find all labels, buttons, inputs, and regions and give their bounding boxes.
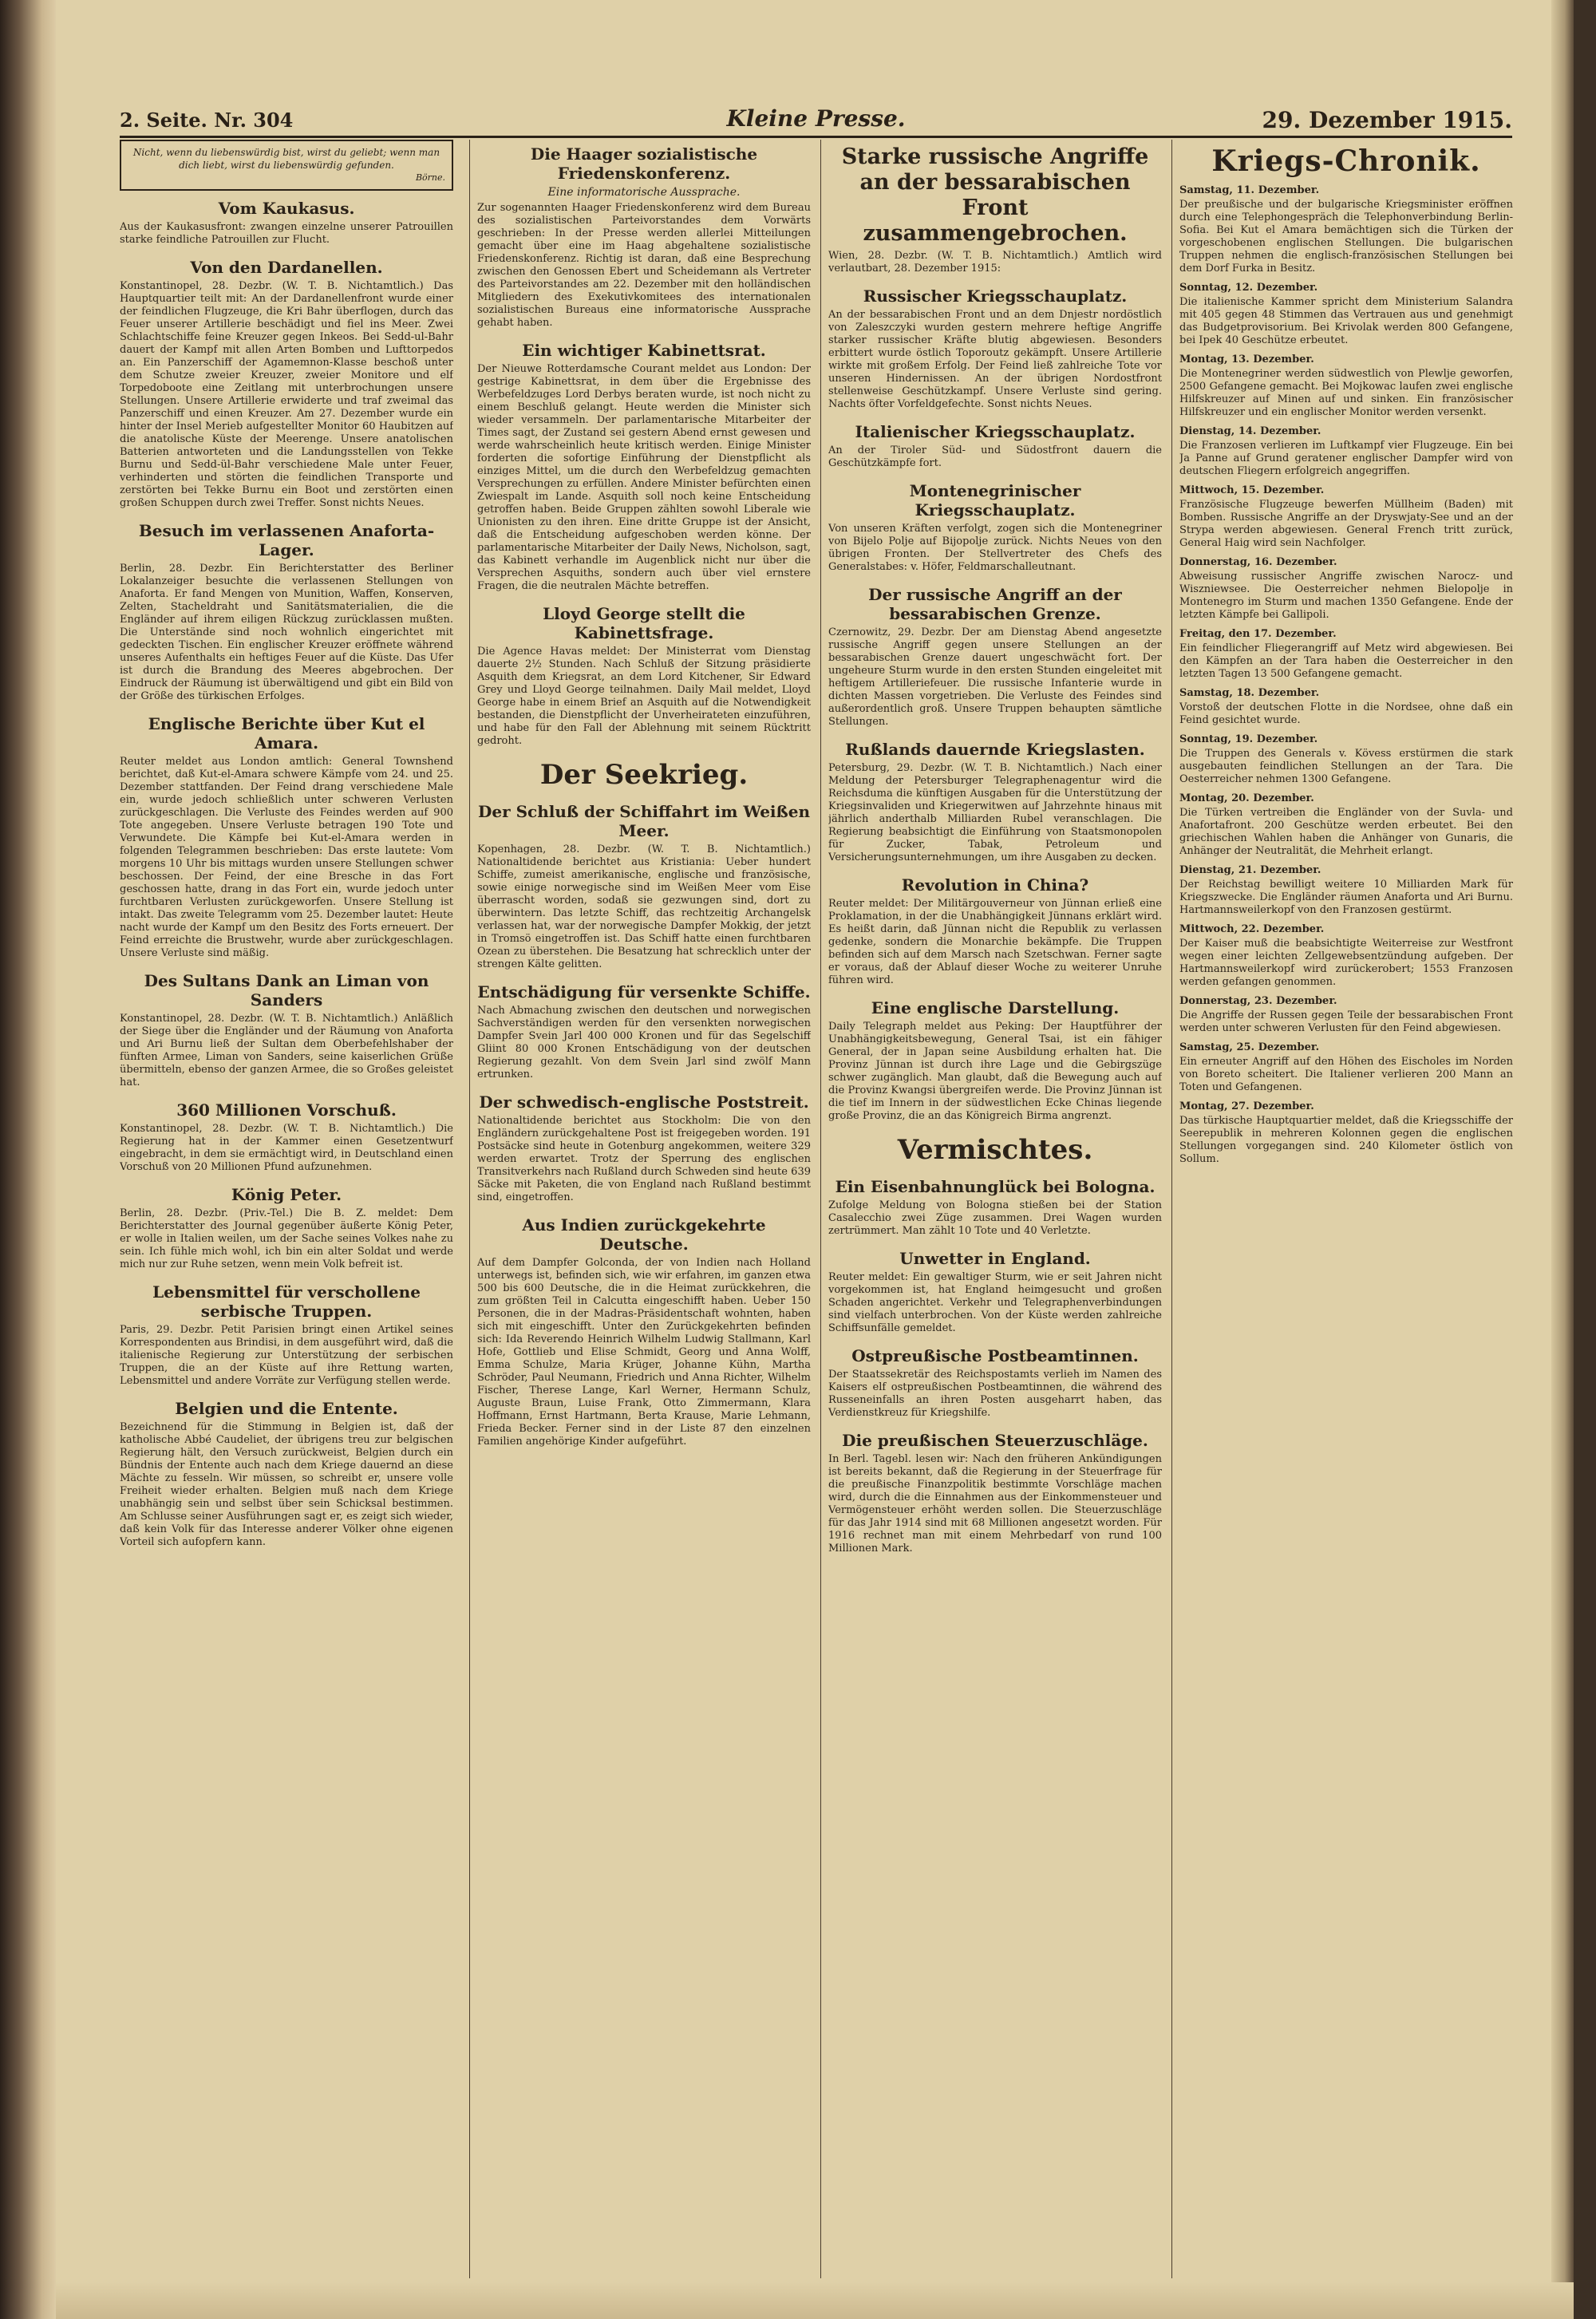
article [120, 1185, 453, 1271]
article [477, 1092, 811, 1204]
chronicle-date: Montag, 20. Dezember. [1179, 792, 1314, 804]
article [828, 998, 1162, 1123]
article-body: Nach Abmachung zwischen den deutschen und norwegischen Sachverständigen werden für den versenkten norwegischen Dampfer Svein Jarl 400 000 Kronen und für das Segelschiff Gliint 80 000 Kronen Entschädigung von der deutschen Regierung gezahlt. Von dem Svein Jarl sind zwölf Mann ertrunken. [477, 1005, 811, 1080]
chronicle-date: Montag, 27. Dezember. [1179, 1100, 1314, 1112]
article-headline: Des Sultans Dank an Liman von Sanders [144, 971, 429, 1009]
article [828, 1346, 1162, 1420]
chronicle-entry: Die italienische Kammer spricht dem Ministerium Salandra mit 405 gegen 48 Stimmen das Vertrauen aus und genehmigt das Budgetprovisorium. Bei Krivolak werden 800 Gefangene, bei Ipek 40 Geschütze erbeutet. [1179, 296, 1513, 346]
article-body: Aus der Kaukasusfront: zwangen einzelne unserer Patrouillen starke feindliche Patrouillen zur Flucht. [120, 221, 453, 246]
article-headline: Vermischtes. [897, 1134, 1093, 1166]
article-body: Reuter meldet: Der Militärgouverneur von Jünnan erließ eine Proklamation, in der die Unabhängigkeit Jünnans erklärt wird. Es heißt darin, daß Jünnan nicht die Republik zu verlassen gedenke, sondern die Monarchie bekämpfe. Die Truppen befinden sich auf dem Marsch nach Szetschwan. Ferner sagte er voraus, daß der Ablauf dieser Woche zu weiterer Unruhe führen wird. [828, 898, 1162, 986]
article-headline: Die Haager sozialistische Friedenskonferenz. [530, 144, 758, 183]
column-1 [120, 140, 453, 2278]
motto-author: Börne. [415, 172, 445, 183]
chronicle-entry: Vorstoß der deutschen Flotte in die Nordsee, ohne daß ein Feind gesichtet wurde. [1179, 701, 1513, 726]
article-body: Konstantinopel, 28. Dezbr. (W. T. B. Nichtamtlich.) Die Regierung hat in der Kammer einen Gesetzentwurf eingebracht, in dem sie ermächtigt wird, in Deutschland einen Vorschuß von 20 Millionen Pfund aufzunehmen. [120, 1123, 453, 1173]
article-headline: Der russische Angriff an der bessarabischen Grenze. [868, 585, 1122, 623]
motto-box [120, 140, 453, 191]
article-body: Berlin, 28. Dezbr. Ein Berichterstatter des Berliner Lokalanzeiger besuchte die verlassenen Stellungen von Anaforta. Er fand Mengen von Munition, Waffen, Konserven, Zelten, Stacheldraht und Sanitätsmaterialien, die die Engländer auf ihrem eiligen Rückzug zurücklassen mußten. Die Unterstände sind noch wohnlich eingerichtet mit gedeckten Tischen. Ein englischer Kreuzer eröffnete während unseres Aufenthalts ein heftiges Feuer auf die Küste. Das Ufer ist durch die Brandung des Meeres abgebrochen. Der Eindruck der Räumung ist überwältigend und gibt ein Bild von der Größe des türkischen Erfolges. [120, 563, 453, 702]
chronicle-date: Montag, 13. Dezember. [1179, 354, 1314, 365]
chronicle-entry: Ein erneuter Angriff auf den Höhen des Eischoles im Norden von Boreto scheitert. Die Italiener verlieren 200 Mann an Toten und Gefangenen. [1179, 1056, 1513, 1093]
chronicle-entry: Französische Flugzeuge bewerfen Müllheim (Baden) mit Bomben. Russische Angriffe an der Dryswjaty-See und an der Strypa werden abgewiesen. General French tritt zurück, General Haig wird sein Nachfolger. [1179, 499, 1513, 549]
article-headline: Besuch im verlassenen Anaforta-Lager. [138, 521, 435, 559]
article-headline: Ostpreußische Postbeamtinnen. [851, 1346, 1139, 1365]
article-headline: Vom Kaukasus. [218, 199, 355, 218]
article [828, 1431, 1162, 1555]
article-body: Auf dem Dampfer Golconda, der von Indien nach Holland unterwegs ist, befinden sich, wie wir erfahren, im ganzen etwa 500 bis 600 Deutsche, die in die Heimat zurückkehren, die zum größten Teil in Calcutta eingeschifft haben. Ueber 150 Personen, die in der Madras-Präsidentschaft wohnten, haben sich mit eingeschifft. Unter den Zurückgekehrten befinden sich: Ida Reverendo Heinrich Wilhelm Ludwig Stallmann, Karl Hofe, Gottlieb und Elise Schmidt, Georg und Anna Wolff, Emma Schulze, Maria Krüger, Johanne Kühn, Martha Schröder, Paul Neumann, Friedrich und Anna Richter, Wilhelm Fischer, Therese Lange, Karl Werner, Hermann Schulz, Auguste Braun, Luise Frank, Otto Zimmermann, Klara Hoffmann, Ernst Hartmann, Berta Krause, Marie Lehmann, Frieda Becker. Ferner sind in der Liste 87 den einzelnen Familien angehörige Kinder aufgeführt. [477, 1257, 811, 1448]
column-divider [1171, 140, 1172, 2278]
newspaper-page [56, 0, 1574, 2319]
article-headline: Lloyd George stellt die Kabinettsfrage. [543, 604, 745, 642]
book-binding [0, 0, 56, 2319]
article-headline: Russischer Kriegsschauplatz. [863, 286, 1128, 306]
chronicle-date: Samstag, 18. Dezember. [1179, 687, 1320, 699]
article-headline: Eine englische Darstellung. [871, 998, 1120, 1017]
article [828, 875, 1162, 987]
article [120, 521, 453, 703]
chronicle-date: Mittwoch, 22. Dezember. [1179, 923, 1325, 935]
column-3 [828, 140, 1162, 2278]
chronicle-entry: Der Reichstag bewilligt weitere 10 Milliarden Mark für Kriegszwecke. Die Engländer räumen Anaforta und Ari Burnu. Hartmannsweilerkopf von den Franzosen gestürmt. [1179, 879, 1513, 916]
article [120, 1399, 453, 1549]
article [828, 422, 1162, 470]
article-headline: Italienischer Kriegsschauplatz. [855, 422, 1136, 441]
column-2 [477, 140, 811, 2278]
article-body: Wien, 28. Dezbr. (W. T. B. Nichtamtlich.) Amtlich wird verlautbart, 28. Dezember 1915: [828, 250, 1162, 275]
article-body: Czernowitz, 29. Dezbr. Der am Dienstag Abend angesetzte russische Angriff gegen unsere Stellungen an der bessarabischen Grenze dauert ungeschwächt fort. Der ungeheure Sturm wurde in den ersten Stunden eingeleitet mit heftigem Artilleriefeuer. Die russische Infanterie wurde in dichten Massen vorgetrieben. Die Verluste des Feindes sind außerordentlich groß. Unsere Truppen behaupten sämtliche Stellungen. [828, 626, 1162, 728]
chronicle-date: Dienstag, 14. Dezember. [1179, 425, 1321, 437]
article [477, 802, 811, 971]
article [120, 714, 453, 960]
article [828, 1177, 1162, 1238]
article [477, 982, 811, 1081]
column-4 [1179, 140, 1513, 2278]
article-headline: König Peter. [231, 1185, 342, 1204]
article-headline: Von den Dardanellen. [190, 258, 383, 277]
chronicle-entry: Der preußische und der bulgarische Kriegsminister eröffnen durch eine Telephongespräch die Telephonverbindung Berlin-Sofia. Bei Kut el Amara bemächtigen sich die Türken der vorgeschobenen englischen Stellungen. Die bulgarischen Truppen nehmen die englisch-französischen Stellungen bei dem Dorf Furka in Besitz. [1179, 199, 1513, 275]
chronicle-entry: Die Angriffe der Russen gegen Teile der bessarabischen Front werden unter schweren Verlusten für den Feind abgewiesen. [1179, 1009, 1513, 1034]
article-body: Bezeichnend für die Stimmung in Belgien ist, daß der katholische Abbé Caudeliet, der übrigens treu zur belgischen Regierung hält, den Versuch zurückweist, Belgien durch ein Bündnis der Entente auch nach dem Kriege dauernd an diese Mächte zu fesseln. Wir müssen, so schreibt er, unsere volle Freiheit wieder erhalten. Belgien muß nach dem Kriege unabhängig sein und selbst über sein Schicksal bestimmen. Am Schlusse seiner Ausführungen sagt er, es zeigt sich wieder, daß kein Volk für das Interesse anderer Völker ohne eigenen Vorteil sich aufopfern kann. [120, 1421, 453, 1548]
article-body: Konstantinopel, 28. Dezbr. (W. T. B. Nichtamtlich.) Das Hauptquartier teilt mit: An der Dardanellenfront wurde einer der feindlichen Flugzeuge, die Kri Bahr überflogen, durch das Feuer unserer Artillerie beschädigt und fiel ins Meer. Zwei Schlachtschiffe feine Kreuzer gegen Inkeos. Bei Sedd-ul-Bahr dauert der Kampf mit allen Arten Bomben und Lufttorpedos an. Ein Panzerschiff der Agamemnon-Klasse beschoß unter dem Schutze zweier Kreuzer, zweier Monitore und elf Torpedoboote eine Zeitlang mit unterbrochungen unsere Stellungen. Unsere Artillerie erwiderte und traf zweimal das Panzerschiff und einen Kreuzer. Am 27. Dezember wurde ein hinter der Insel Merieb aufgestellter Monitor 60 Haubitzen auf die anatolische Küste der Meerenge. Unsere anatolischen Batterien antworteten und die Landungsstellen von Tekke Burnu und Sedd-ül-Bahr verschiedene Male unter Feuer, verhinderten und störten die feindlichen Transporte und zerstörten bei Tekke Burnu ein Boot und zerstörten einen großen Schuppen durch zwei Treffer. Sonst nichts Neues. [120, 280, 453, 509]
chronicle-entry: Das türkische Hauptquartier meldet, daß die Kriegsschiffe der Seerepublik in mehreren Kolonnen gegen die englischen Stellungen vorgegangen sind. 240 Kilometer östlich von Sollum. [1179, 1115, 1513, 1165]
chronicle-entry: Die Türken vertreiben die Engländer von der Suvla- und Anafortafront. 200 Geschütze werden erbeutet. Bei den griechischen Wahlen haben die Anhänger von Gunaris, die Anhänger der Neutralität, die Mehrheit erlangt. [1179, 807, 1513, 857]
article-headline: Ein wichtiger Kabinettsrat. [522, 341, 766, 360]
article-headline: 360 Millionen Vorschuß. [176, 1100, 397, 1120]
chronicle-date: Mittwoch, 15. Dezember. [1179, 484, 1325, 496]
article-body: Konstantinopel, 28. Dezbr. (W. T. B. Nichtamtlich.) Anläßlich der Siege über die Engländer und der Räumung von Anaforta und Ari Burnu ließ der Sultan dem Oberbefehlshaber der fünften Armee, Liman von Sanders, seine kaiserlichen Grüße übermitteln, ebenso der ganzen Armee, die so Großes geleistet hat. [120, 1013, 453, 1088]
page-number: 2. Seite. Nr. 304 [120, 109, 294, 132]
article [477, 759, 811, 791]
article-headline: Lebensmittel für verschollene serbische Truppen. [152, 1282, 421, 1321]
page-edge [1551, 0, 1574, 2319]
article-headline: Englische Berichte über Kut el Amara. [148, 714, 425, 753]
chronicle-entry: Die Franzosen verlieren im Luftkampf vier Flugzeuge. Ein bei Ja Panne auf Grund geratener englischer Dampfer wird von deutschen Fliegern erfolgreich angegriffen. [1179, 440, 1513, 477]
article-body: Nationaltidende berichtet aus Stockholm: Die von den Engländern zurückgehaltene Post ist freigegeben worden. 191 Postsäcke sind heute in Gotenburg angekommen, weitere 329 werden erwartet. Trotz der Sperrung des englischen Transitverkehrs nach Rußland durch Schweden sind heute 639 Säcke mit Paketen, die von England nach Rußland bestimmt sind, eingetroffen. [477, 1115, 811, 1203]
article [477, 341, 811, 593]
chronicle-date: Donnerstag, 23. Dezember. [1179, 995, 1337, 1007]
chronicle-date: Donnerstag, 16. Dezember. [1179, 556, 1337, 568]
article-headline: Aus Indien zurückgekehrte Deutsche. [522, 1215, 766, 1254]
article-body: An der Tiroler Süd- und Südostfront dauern die Geschützkämpfe fort. [828, 444, 1162, 469]
article-headline: Ein Eisenbahnunglück bei Bologna. [835, 1177, 1156, 1196]
article-body: Reuter meldet aus London amtlich: General Townshend berichtet, daß Kut-el-Amara schwere Kämpfe vom 24. und 25. Dezember stattfanden. Der Feind drang verschiedene Male ein, wurde jedoch schließlich unter schweren Verlusten zurückgeschlagen. Die Verluste des Feindes werden auf 900 Tote angegeben. Unsere Verluste betragen 190 Tote und Verwundete. Die Kämpfe bei Kut-el-Amara werden in folgenden Telegrammen beschrieben: Das erste lautete: Vom morgens 10 Uhr bis mittags wurden unsere Stellungen schwer beschossen. Der Feind, der eine Bresche in das Fort geschossen hatte, drang in das Fort ein, wurde jedoch unter furchtbaren Verlusten zurückgeworfen. Unsere Stellung ist intakt. Das zweite Telegramm vom 25. Dezember lautet: Heute nacht wurde der Kampf um den Besitz des Forts erneuert. Der Feind erreichte die Brustwehr, wurde aber zurückgeschlagen. Unsere Verluste sind mäßig. [120, 756, 453, 959]
column-divider [820, 140, 821, 2278]
article [120, 258, 453, 510]
chronicle-date: Dienstag, 21. Dezember. [1179, 864, 1321, 876]
article-headline: Revolution in China? [901, 875, 1089, 895]
article [477, 1215, 811, 1448]
article-headline: Der schwedisch-englische Poststreit. [479, 1092, 809, 1112]
article [477, 144, 811, 330]
article [828, 585, 1162, 729]
chronicle-date: Sonntag, 19. Dezember. [1179, 733, 1318, 745]
chronicle-entry: Die Truppen des Generals v. Kövess erstürmen die stark ausgebauten feindlichen Stellungen an der Tara. Die Oesterreicher nehmen 1300 Gefangene. [1179, 748, 1513, 785]
article [477, 604, 811, 748]
chronicle-list [1179, 184, 1513, 1166]
article-headline: Der Schluß der Schiffahrt im Weißen Meer. [478, 802, 810, 840]
article-body: Zur sogenannten Haager Friedenskonferenz wird dem Bureau des sozialistischen Parteivorstandes dem Vorwärts geschrieben: In der Presse werden allerlei Mitteilungen gemacht über eine im Haag abgehaltene sozialistische Friedenskonferenz. Richtig ist daran, daß eine Besprechung zwischen den Genossen Ebert und Scheidemann als Vertreter des Parteivorstandes am 22. Dezember mit den holländischen Mitgliedern des Exekutivkomitees des internationalen sozialistischen Bureaus eine informatorische Aussprache gehabt haben. [477, 202, 811, 329]
article-body: An der bessarabischen Front und an dem Dnjestr nordöstlich von Zaleszczyki wurden gestern mehrere heftige Angriffe starker russischer Kräfte blutig abgewiesen. Besonders erbittert wurde östlich Toporoutz gekämpft. Unsere Artillerie wirkte mit großem Erfolg. Der Feind ließ zahlreiche Tote vor unseren Hindernissen. An der übrigen Nordostfront stellenweise Geschützkampf. Unsere Verluste sind gering. Nachts öfter Vorfeldgefechte. Sonst nichts Neues. [828, 309, 1162, 410]
chronicle-entry: Abweisung russischer Angriffe zwischen Narocz- und Wiszniewsee. Die Oesterreicher nehmen Bielopolje in Montenegro im Sturm und machen 1350 Gefangene. Ende der letzten Kämpfe bei Gallipoli. [1179, 571, 1513, 621]
article-headline: Starke russische Angriffe an der bessarabischen Front zusammengebrochen. [841, 144, 1149, 246]
article-body: Reuter meldet: Ein gewaltiger Sturm, wie er seit Jahren nicht vorgekommen ist, hat England heimgesucht und großen Schaden angerichtet. Verkehr und Telegraphenverbindungen sind vielfach unterbrochen. Von der Küste werden zahlreiche Schiffsunfälle gemeldet. [828, 1271, 1162, 1334]
article [120, 971, 453, 1089]
article-subheadline: Eine informatorische Aussprache. [547, 186, 741, 199]
article-body: Petersburg, 29. Dezbr. (W. T. B. Nichtamtlich.) Nach einer Meldung der Petersburger Telegraphenagentur wird die Reichsduma die künftigen Ausgaben für die Unterstützung der Kriegsinvaliden und Kriegerwitwen auf Jahrzehnte hinaus mit jährlich anderthalb Milliarden Rubel veranschlagen. Die Regierung beabsichtigt die Einführung von Staatsmonopolen für Zucker, Tabak, Petroleum und Versicherungsunternehmungen, um ihre Ausgaben zu decken. [828, 762, 1162, 863]
chronicle-entry: Der Kaiser muß die beabsichtigte Weiterreise zur Westfront wegen einer leichten Zellgewebsentzündung aufgeben. Der Hartmannsweilerkopf wird zurückerobert; 1553 Franzosen werden gefangen genommen. [1179, 938, 1513, 988]
article-body: In Berl. Tagebl. lesen wir: Nach den früheren Ankündigungen ist bereits bekannt, daß die Regierung in der Steuerfrage für die preußische Finanzpolitik bestimmte Vorschläge machen wird, durch die die Einnahmen aus der Einkommensteuer und Vermögensteuer erhöht werden sollen. Die Steuerzuschläge für das Jahr 1914 sind mit 68 Millionen angesetzt worden. Für 1916 rechnet man mit einem Mehrbedarf von rund 100 Millionen Mark. [828, 1453, 1162, 1555]
column-divider [469, 140, 470, 2278]
article-body: Zufolge Meldung von Bologna stießen bei der Station Casalecchio zwei Züge zusammen. Drei Wagen wurden zertrümmert. Man zählt 10 Tote und 40 Verletzte. [828, 1199, 1162, 1237]
chronicle-date: Sonntag, 12. Dezember. [1179, 282, 1318, 294]
article-body: Der Nieuwe Rotterdamsche Courant meldet aus London: Der gestrige Kabinettsrat, in dem über die Ergebnisse des Werbefeldzuges Lord Derbys beraten wurde, ist noch nicht zu einem Beschluß gelangt. Heute werden die Minister sich wieder versammeln. Der parlamentarische Mitarbeiter der Times sagt, der Zustand sei gestern Abend ernst gewesen und werde wahrscheinlich heute kritisch werden. Einige Minister forderten die sofortige Einführung der Dienstpflicht als einziges Mittel, um die durch den Werbefeldzug gemachten Versprechungen zu erfüllen. Andere Minister befürchten einen Zwiespalt im Lande. Asquith soll noch keine Entscheidung getroffen haben. Beide Gruppen zählten sowohl Liberale wie Unionisten zu den ihren. Eine dritte Gruppe ist der Ansicht, daß die Entscheidung aufgeschoben werden könne. Der parlamentarische Mitarbeiter der Daily News, Nicholson, sagt, das Kabinett verhandle im Augenblick nicht nur über die Versprechen Asquiths, sondern auch über viel ernstere Fragen, die die neutralen Mächte betreffen. [477, 363, 811, 592]
article [828, 144, 1162, 275]
chronicle-title: Kriegs-Chronik. [1211, 144, 1481, 178]
motto-text: Nicht, wenn du liebenswürdig bist, wirst du geliebt; wenn man dich liebt, wirst du liebenswürdig gefunden. [132, 147, 440, 171]
article-body: Kopenhagen, 28. Dezbr. (W. T. B. Nichtamtlich.) Nationaltidende berichtet aus Kristiania: Ueber hundert Schiffe, zumeist amerikanische, englische und französische, sowie einige norwegische sind im Weißen Meer vom Eise überrascht worden, sodaß sie gezwungen sind, dort zu überwintern. Das letzte Schiff, das rechtzeitig Archangelsk verlassen hat, war der norwegische Dampfer Mokkig, der jetzt in Tromsö eingetroffen ist. Das Schiff hatte einen furchtbaren Ozean zu überstehen. Die Besatzung hat schrecklich unter der strengen Kälte gelitten. [477, 843, 811, 970]
article [828, 1249, 1162, 1335]
page-header [120, 104, 1512, 136]
article [120, 1282, 453, 1388]
article [120, 199, 453, 247]
article-headline: Rußlands dauernde Kriegslasten. [845, 740, 1145, 759]
article-body: Von unseren Kräften verfolgt, zogen sich die Montenegriner von Bijelo Polje auf Bijopolje zurück. Nichts Neues von den übrigen Fronten. Der Stellvertreter des Chefs des Generalstabes: v. Höfer, Feldmarschalleutnant. [828, 523, 1162, 573]
article [828, 481, 1162, 574]
chronicle-entry: Ein feindlicher Fliegerangriff auf Metz wird abgewiesen. Bei den Kämpfen an der Tara haben die Oesterreicher in den letzten Tagen 13 500 Gefangene gemacht. [1179, 642, 1513, 680]
article-headline: Der Seekrieg. [539, 759, 749, 791]
article-headline: Unwetter in England. [899, 1249, 1091, 1268]
bottom-shade [56, 2282, 1574, 2319]
article-headline: Belgien und die Entente. [175, 1399, 398, 1418]
article-body: Berlin, 28. Dezbr. (Priv.-Tel.) Die B. Z. meldet: Dem Berichterstatter des Journal gegenüber äußerte König Peter, er wolle in Italien weilen, um der Sache seines Volkes nahe zu sein. Ich fühle mich wohl, ich bin ein alter Soldat und werde mich nur zur Ruhe setzen, wenn mein Volk befreit ist. [120, 1207, 453, 1270]
chronicle-date: Samstag, 11. Dezember. [1179, 184, 1320, 196]
article-body: Der Staatssekretär des Reichspostamts verlieh im Namen des Kaisers elf ostpreußischen Postbeamtinnen, die während des Russeneinfalls an ihren Posten ausgeharrt haben, das Verdienstkreuz für Kriegshilfe. [828, 1369, 1162, 1419]
issue-date: 29. Dezember 1915. [1262, 107, 1512, 133]
chronicle-entry: Die Montenegriner werden südwestlich von Plewlje geworfen, 2500 Gefangene gemacht. Bei Mojkowac laufen zwei englische Hilfskreuzer auf Minen auf und sinken. Ein französischer Hilfskreuzer und ein englischer Monitor werden versenkt. [1179, 368, 1513, 418]
article-headline: Entschädigung für versenkte Schiffe. [477, 982, 811, 1001]
masthead: Kleine Presse. [726, 105, 906, 132]
article-headline: Die preußischen Steuerzuschläge. [842, 1431, 1148, 1450]
article [828, 740, 1162, 864]
article [120, 1100, 453, 1174]
article [828, 286, 1162, 411]
article-body: Daily Telegraph meldet aus Peking: Der Hauptführer der Unabhängigkeitsbewegung, General Tsai, ist ein fähiger General, der in Japan seine Ausbildung erhalten hat. Die Provinz Jünnan ist durch ihre Lage und die Gebirgszüge schwer zugänglich. Man glaubt, daß die Bewegung auch auf die Provinz Kwangsi übergreifen werde. Die Provinz Jünnan ist die tief im Innern in der südwestlichen Ecke Chinas liegende große Provinz, die an das Königreich Birma angrenzt. [828, 1021, 1162, 1122]
article-body: Paris, 29. Dezbr. Petit Parisien bringt einen Artikel seines Korrespondenten aus Brindisi, in dem ausgeführt wird, daß die italienische Regierung zur Unterstützung der serbischen Truppen, die an der Küste auf ihre Rettung warten, Lebensmittel und andere Vorräte zur Verfügung stellen werde. [120, 1324, 453, 1387]
chronicle-date: Freitag, den 17. Dezember. [1179, 628, 1337, 640]
header-rule [120, 136, 1512, 138]
article [828, 1134, 1162, 1166]
chronicle-date: Samstag, 25. Dezember. [1179, 1041, 1320, 1053]
article-headline: Montenegrinischer Kriegsschauplatz. [909, 481, 1081, 520]
article-body: Die Agence Havas meldet: Der Ministerrat vom Dienstag dauerte 2½ Stunden. Nach Schluß der Sitzung präsidierte Asquith dem Kriegsrat, an dem Lord Kitchener, Sir Edward Grey und Lloyd George teilnahmen. Daily Mail meldet, Lloyd George habe in einem Brief an Asquith auf die Notwendigkeit bestanden, die Dienstpflicht der Unverheirateten einzuführen, und habe für den Fall der Ablehnung mit seinem Rücktritt gedroht. [477, 646, 811, 747]
